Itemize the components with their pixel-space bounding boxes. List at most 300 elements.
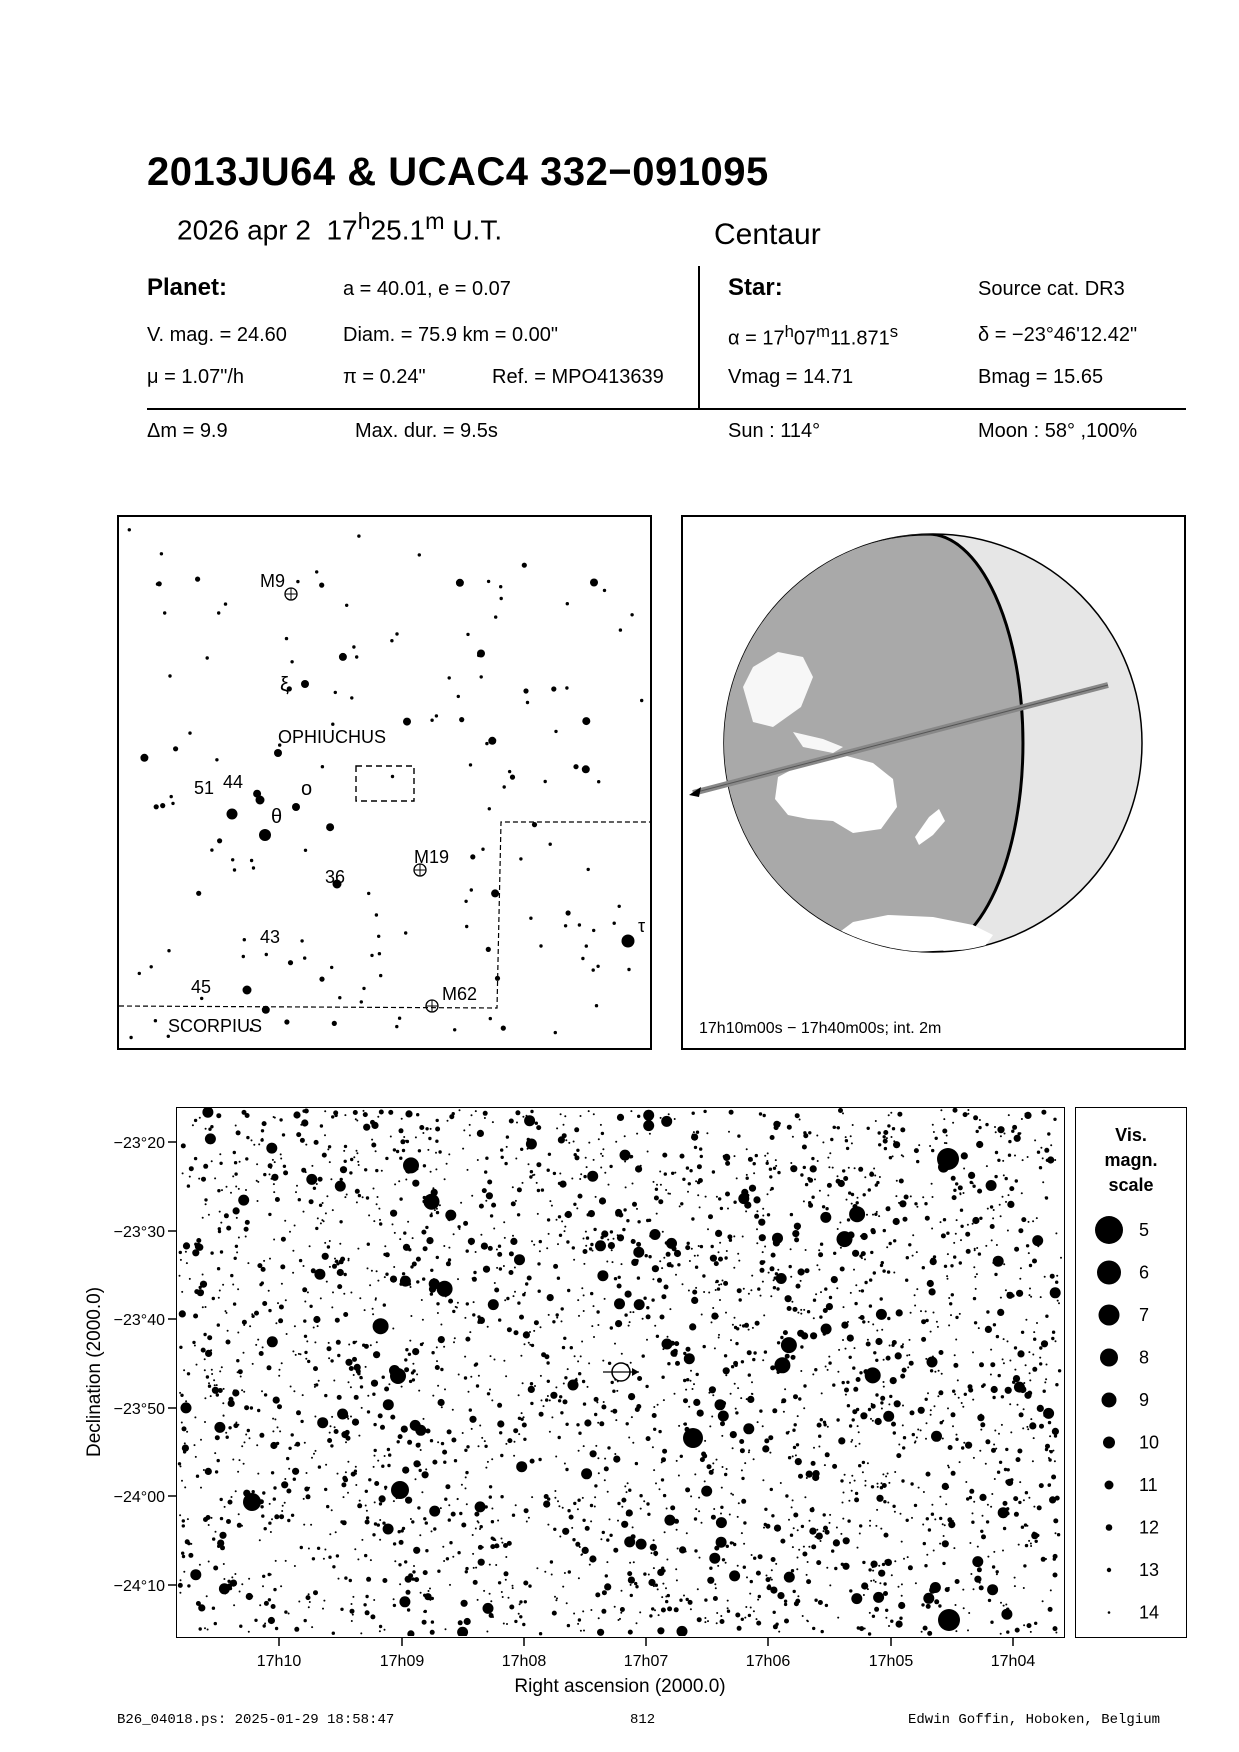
chart-star (737, 1626, 742, 1631)
chart-star (863, 1594, 865, 1596)
chart-star (799, 1119, 801, 1121)
chart-star (827, 1183, 832, 1188)
ra-tick-labels (257, 1653, 1036, 1670)
chart-star (996, 1244, 998, 1246)
finder-star (503, 785, 506, 788)
chart-star (958, 1397, 960, 1399)
chart-star (468, 1238, 475, 1245)
chart-star (669, 1308, 671, 1310)
chart-star (558, 1215, 561, 1218)
chart-star (575, 1155, 580, 1160)
chart-star (475, 1501, 486, 1512)
chart-star (194, 1444, 196, 1446)
chart-star (883, 1411, 894, 1422)
chart-star (880, 1297, 883, 1300)
dec-tick-label: −23°40 (113, 1312, 165, 1329)
chart-star (267, 1336, 278, 1347)
chart-star (1007, 1468, 1010, 1471)
chart-star (1054, 1159, 1056, 1161)
chart-star (901, 1583, 903, 1585)
chart-star (850, 1292, 852, 1294)
chart-star (818, 1252, 823, 1257)
chart-star (1024, 1523, 1027, 1526)
chart-star (476, 1384, 479, 1387)
chart-star (1047, 1156, 1054, 1163)
dec-tick-labels (114, 1135, 165, 1595)
chart-star (960, 1239, 962, 1241)
chart-star (934, 1371, 936, 1373)
chart-star (763, 1314, 765, 1316)
chart-star (196, 1238, 201, 1243)
chart-star (374, 1522, 377, 1525)
chart-star (852, 1250, 859, 1257)
chart-star (1005, 1604, 1007, 1606)
chart-star (570, 1346, 573, 1349)
chart-star (314, 1384, 316, 1386)
chart-star (955, 1630, 957, 1632)
chart-star (328, 1357, 330, 1359)
chart-star (466, 1249, 469, 1252)
chart-star (524, 1600, 527, 1603)
chart-star (614, 1277, 617, 1280)
chart-star (994, 1478, 996, 1480)
chart-star (748, 1373, 751, 1376)
chart-star (902, 1343, 904, 1345)
chart-star (343, 1293, 345, 1295)
chart-star (726, 1468, 728, 1470)
chart-star (985, 1123, 988, 1126)
chart-star (314, 1416, 316, 1418)
chart-star (488, 1246, 493, 1251)
chart-star (257, 1339, 259, 1341)
chart-star (766, 1575, 768, 1577)
chart-star (885, 1559, 892, 1566)
finder-star (160, 803, 165, 808)
chart-star (304, 1335, 307, 1338)
chart-star (436, 1119, 439, 1122)
chart-star (795, 1113, 800, 1118)
chart-star (259, 1283, 262, 1286)
chart-star (326, 1505, 329, 1508)
chart-star (466, 1302, 469, 1305)
chart-star (506, 1135, 509, 1138)
chart-star (419, 1469, 422, 1472)
chart-star (423, 1517, 426, 1520)
chart-star (770, 1365, 775, 1370)
chart-star (823, 1530, 825, 1532)
chart-star (646, 1502, 649, 1505)
chart-star (1023, 1218, 1026, 1221)
chart-star (732, 1447, 734, 1449)
chart-star (211, 1160, 213, 1162)
chart-star (967, 1224, 969, 1226)
chart-star (764, 1246, 766, 1248)
chart-star (690, 1495, 692, 1497)
chart-star (1000, 1602, 1002, 1604)
chart-star (692, 1388, 694, 1390)
chart-star (954, 1393, 956, 1395)
chart-star (825, 1207, 828, 1210)
chart-star (739, 1439, 744, 1444)
chart-star (475, 1528, 477, 1530)
chart-star (661, 1376, 664, 1379)
chart-star (217, 1189, 220, 1192)
chart-star (1053, 1626, 1058, 1631)
finder-star (154, 804, 159, 809)
chart-star (1013, 1496, 1018, 1501)
chart-star (973, 1115, 978, 1120)
chart-star (187, 1584, 190, 1587)
chart-star (998, 1433, 1000, 1435)
chart-star (907, 1366, 909, 1368)
svg-text:magn.: magn. (1104, 1150, 1158, 1170)
chart-star (203, 1164, 208, 1169)
chart-star (628, 1393, 635, 1400)
chart-star (335, 1318, 340, 1323)
chart-star (853, 1387, 858, 1392)
magnitude-scale-legend (1075, 1107, 1187, 1638)
chart-star (393, 1598, 395, 1600)
chart-star (274, 1418, 276, 1420)
chart-star (261, 1390, 263, 1392)
chart-star (630, 1362, 632, 1364)
chart-star (354, 1395, 359, 1400)
chart-star (337, 1354, 340, 1357)
finder-named-star (301, 680, 309, 688)
chart-star (753, 1196, 760, 1203)
chart-star (653, 1428, 656, 1431)
chart-star (929, 1145, 931, 1147)
chart-star (537, 1213, 539, 1215)
chart-star (309, 1199, 314, 1204)
chart-star (220, 1498, 223, 1501)
chart-star (219, 1370, 221, 1372)
chart-star (661, 1116, 672, 1127)
chart-star (861, 1233, 868, 1240)
chart-star (543, 1405, 545, 1407)
chart-star (619, 1618, 621, 1620)
chart-star (292, 1250, 294, 1252)
chart-star (363, 1112, 368, 1117)
chart-star (832, 1464, 837, 1469)
chart-star (732, 1494, 734, 1496)
chart-star (512, 1585, 514, 1587)
chart-star (421, 1491, 423, 1493)
chart-star (951, 1471, 956, 1476)
chart-star (236, 1130, 241, 1135)
chart-star (862, 1471, 864, 1473)
chart-star (366, 1577, 371, 1582)
chart-star (877, 1483, 879, 1485)
chart-star (452, 1310, 455, 1313)
chart-star (410, 1518, 412, 1520)
chart-star (689, 1260, 691, 1262)
chart-star (960, 1209, 963, 1212)
chart-star (202, 1306, 204, 1308)
chart-star (300, 1546, 303, 1549)
chart-star (517, 1187, 522, 1192)
chart-star (955, 1233, 957, 1235)
chart-star (764, 1350, 767, 1353)
chart-star (518, 1433, 520, 1435)
chart-star (822, 1141, 824, 1143)
chart-star (478, 1445, 480, 1447)
chart-star (246, 1136, 249, 1139)
finder-named-star (292, 803, 300, 811)
chart-star (436, 1211, 439, 1214)
finder-star (338, 996, 341, 999)
chart-star (932, 1124, 934, 1126)
chart-star (404, 1560, 407, 1563)
chart-star (757, 1421, 759, 1423)
chart-star (208, 1382, 210, 1384)
chart-star (950, 1314, 952, 1316)
chart-star (876, 1211, 878, 1213)
chart-star (657, 1404, 659, 1406)
chart-star (324, 1110, 326, 1112)
chart-star (202, 1108, 213, 1118)
chart-star (394, 1232, 396, 1234)
chart-star (851, 1203, 853, 1205)
finder-star (585, 944, 588, 947)
chart-star (487, 1392, 490, 1395)
chart-star (376, 1341, 378, 1343)
finder-star (564, 924, 567, 927)
chart-star (420, 1592, 422, 1594)
chart-star (598, 1617, 600, 1619)
chart-star (626, 1219, 629, 1222)
chart-star (367, 1410, 370, 1413)
chart-star (712, 1307, 714, 1309)
chart-star (583, 1630, 585, 1632)
chart-star (842, 1518, 844, 1520)
chart-star (1003, 1338, 1005, 1340)
chart-star (341, 1482, 346, 1487)
chart-star (688, 1182, 691, 1185)
chart-star (203, 1333, 206, 1336)
chart-star (593, 1159, 595, 1161)
chart-star (480, 1525, 483, 1528)
chart-star (675, 1361, 680, 1366)
chart-star (717, 1287, 720, 1290)
chart-star (842, 1502, 844, 1504)
chart-star (382, 1578, 387, 1583)
chart-star (952, 1122, 954, 1124)
chart-star (735, 1613, 740, 1618)
chart-star (355, 1466, 357, 1468)
chart-star (632, 1526, 634, 1528)
chart-star (182, 1172, 184, 1174)
chart-star (803, 1166, 806, 1169)
chart-star (1025, 1319, 1027, 1321)
chart-star (667, 1362, 670, 1365)
chart-star (737, 1516, 739, 1518)
chart-star (491, 1399, 493, 1401)
chart-star (767, 1585, 772, 1590)
chart-star (942, 1420, 944, 1422)
chart-star (490, 1355, 492, 1357)
chart-star (622, 1228, 625, 1231)
chart-star (448, 1247, 450, 1249)
chart-star (587, 1213, 590, 1216)
chart-star (498, 1245, 501, 1248)
chart-star (980, 1530, 983, 1533)
chart-star (861, 1582, 868, 1589)
chart-star (326, 1195, 328, 1197)
chart-star (416, 1168, 418, 1170)
chart-star (825, 1604, 828, 1607)
chart-star (808, 1546, 810, 1548)
chart-star (422, 1620, 427, 1625)
minute: 25.1 (370, 214, 426, 246)
chart-star (840, 1479, 843, 1482)
star-bmag: Bmag = 15.65 (978, 366, 1104, 388)
chart-star (895, 1195, 897, 1197)
chart-star (870, 1418, 872, 1420)
chart-star (866, 1342, 871, 1347)
chart-star (851, 1439, 853, 1441)
chart-star (926, 1554, 928, 1556)
chart-star (338, 1578, 340, 1580)
chart-star (758, 1554, 763, 1559)
chart-star (881, 1408, 883, 1410)
chart-star (238, 1195, 249, 1206)
chart-star (527, 1148, 529, 1150)
chart-star (500, 1148, 503, 1151)
finder-star (613, 922, 616, 925)
finder-star (486, 947, 491, 952)
chart-star (948, 1445, 953, 1450)
chart-star (808, 1131, 811, 1134)
chart-star (248, 1578, 250, 1580)
chart-star (262, 1346, 264, 1348)
chart-star (449, 1584, 451, 1586)
chart-star (206, 1595, 208, 1597)
chart-star (247, 1429, 250, 1432)
chart-star (442, 1546, 444, 1548)
chart-star (781, 1401, 783, 1403)
chart-star (748, 1614, 751, 1617)
chart-star (465, 1476, 467, 1478)
chart-star (340, 1608, 343, 1611)
chart-star (883, 1130, 888, 1135)
chart-star (582, 1380, 585, 1383)
magnitude-dot (1108, 1611, 1111, 1614)
chart-star (519, 1315, 524, 1320)
chart-star (421, 1230, 426, 1235)
chart-star (652, 1413, 657, 1418)
chart-star (459, 1228, 461, 1230)
chart-star (236, 1359, 239, 1362)
finder-star (499, 585, 502, 588)
chart-star (758, 1219, 765, 1226)
chart-star (725, 1312, 727, 1314)
chart-star (735, 1411, 738, 1414)
chart-star (900, 1345, 903, 1348)
chart-star (658, 1614, 660, 1616)
chart-star (660, 1117, 662, 1119)
chart-star (435, 1365, 440, 1370)
chart-star (1003, 1605, 1005, 1607)
chart-star (683, 1379, 686, 1382)
chart-star (934, 1405, 936, 1407)
chart-star (430, 1439, 433, 1442)
chart-star (734, 1383, 736, 1385)
chart-star (345, 1359, 352, 1366)
chart-star (602, 1360, 604, 1362)
chart-star (884, 1147, 887, 1150)
chart-star (335, 1531, 337, 1533)
chart-star (1025, 1364, 1027, 1366)
chart-star (292, 1272, 294, 1274)
chart-star (367, 1267, 369, 1269)
chart-star (501, 1538, 503, 1540)
finder-star (459, 717, 464, 722)
chart-star (519, 1600, 522, 1603)
chart-star (620, 1150, 631, 1161)
finder-star (168, 674, 171, 677)
chart-star (857, 1197, 859, 1199)
svg-text:Vis.: Vis. (1115, 1125, 1147, 1145)
chart-star (595, 1240, 606, 1251)
chart-star (814, 1178, 816, 1180)
finder-star (544, 780, 547, 783)
chart-star (380, 1425, 385, 1430)
chart-star (294, 1325, 296, 1327)
chart-star (709, 1425, 711, 1427)
chart-star (429, 1599, 431, 1601)
chart-star (752, 1358, 755, 1361)
label-51: 51 (194, 778, 215, 798)
chart-star (936, 1321, 938, 1323)
chart-star (852, 1366, 855, 1369)
chart-star (661, 1457, 666, 1462)
chart-star (385, 1488, 387, 1490)
chart-star (416, 1257, 421, 1262)
chart-star (238, 1513, 240, 1515)
chart-star (585, 1526, 590, 1531)
magnitude-dot (1106, 1524, 1113, 1531)
chart-star (710, 1255, 717, 1262)
chart-star (411, 1520, 414, 1523)
chart-star (659, 1171, 661, 1173)
chart-star (273, 1588, 276, 1591)
chart-star (448, 1258, 451, 1261)
chart-star (262, 1585, 264, 1587)
chart-star (1019, 1481, 1021, 1483)
chart-star (985, 1245, 987, 1247)
chart-star (616, 1390, 618, 1392)
chart-star (767, 1152, 769, 1154)
chart-star (585, 1231, 587, 1233)
chart-star (881, 1329, 883, 1331)
chart-star (842, 1112, 844, 1114)
chart-star (438, 1336, 445, 1343)
chart-star (459, 1109, 461, 1111)
chart-star (1057, 1533, 1060, 1536)
chart-star (946, 1135, 948, 1137)
chart-star (428, 1137, 431, 1140)
chart-star (181, 1552, 184, 1555)
chart-star (329, 1266, 331, 1268)
chart-star (347, 1492, 349, 1494)
chart-star (200, 1487, 202, 1489)
chart-star (299, 1259, 302, 1262)
chart-star (370, 1559, 372, 1561)
chart-star (930, 1369, 933, 1372)
finder-star (404, 931, 407, 934)
finder-star (470, 854, 475, 859)
